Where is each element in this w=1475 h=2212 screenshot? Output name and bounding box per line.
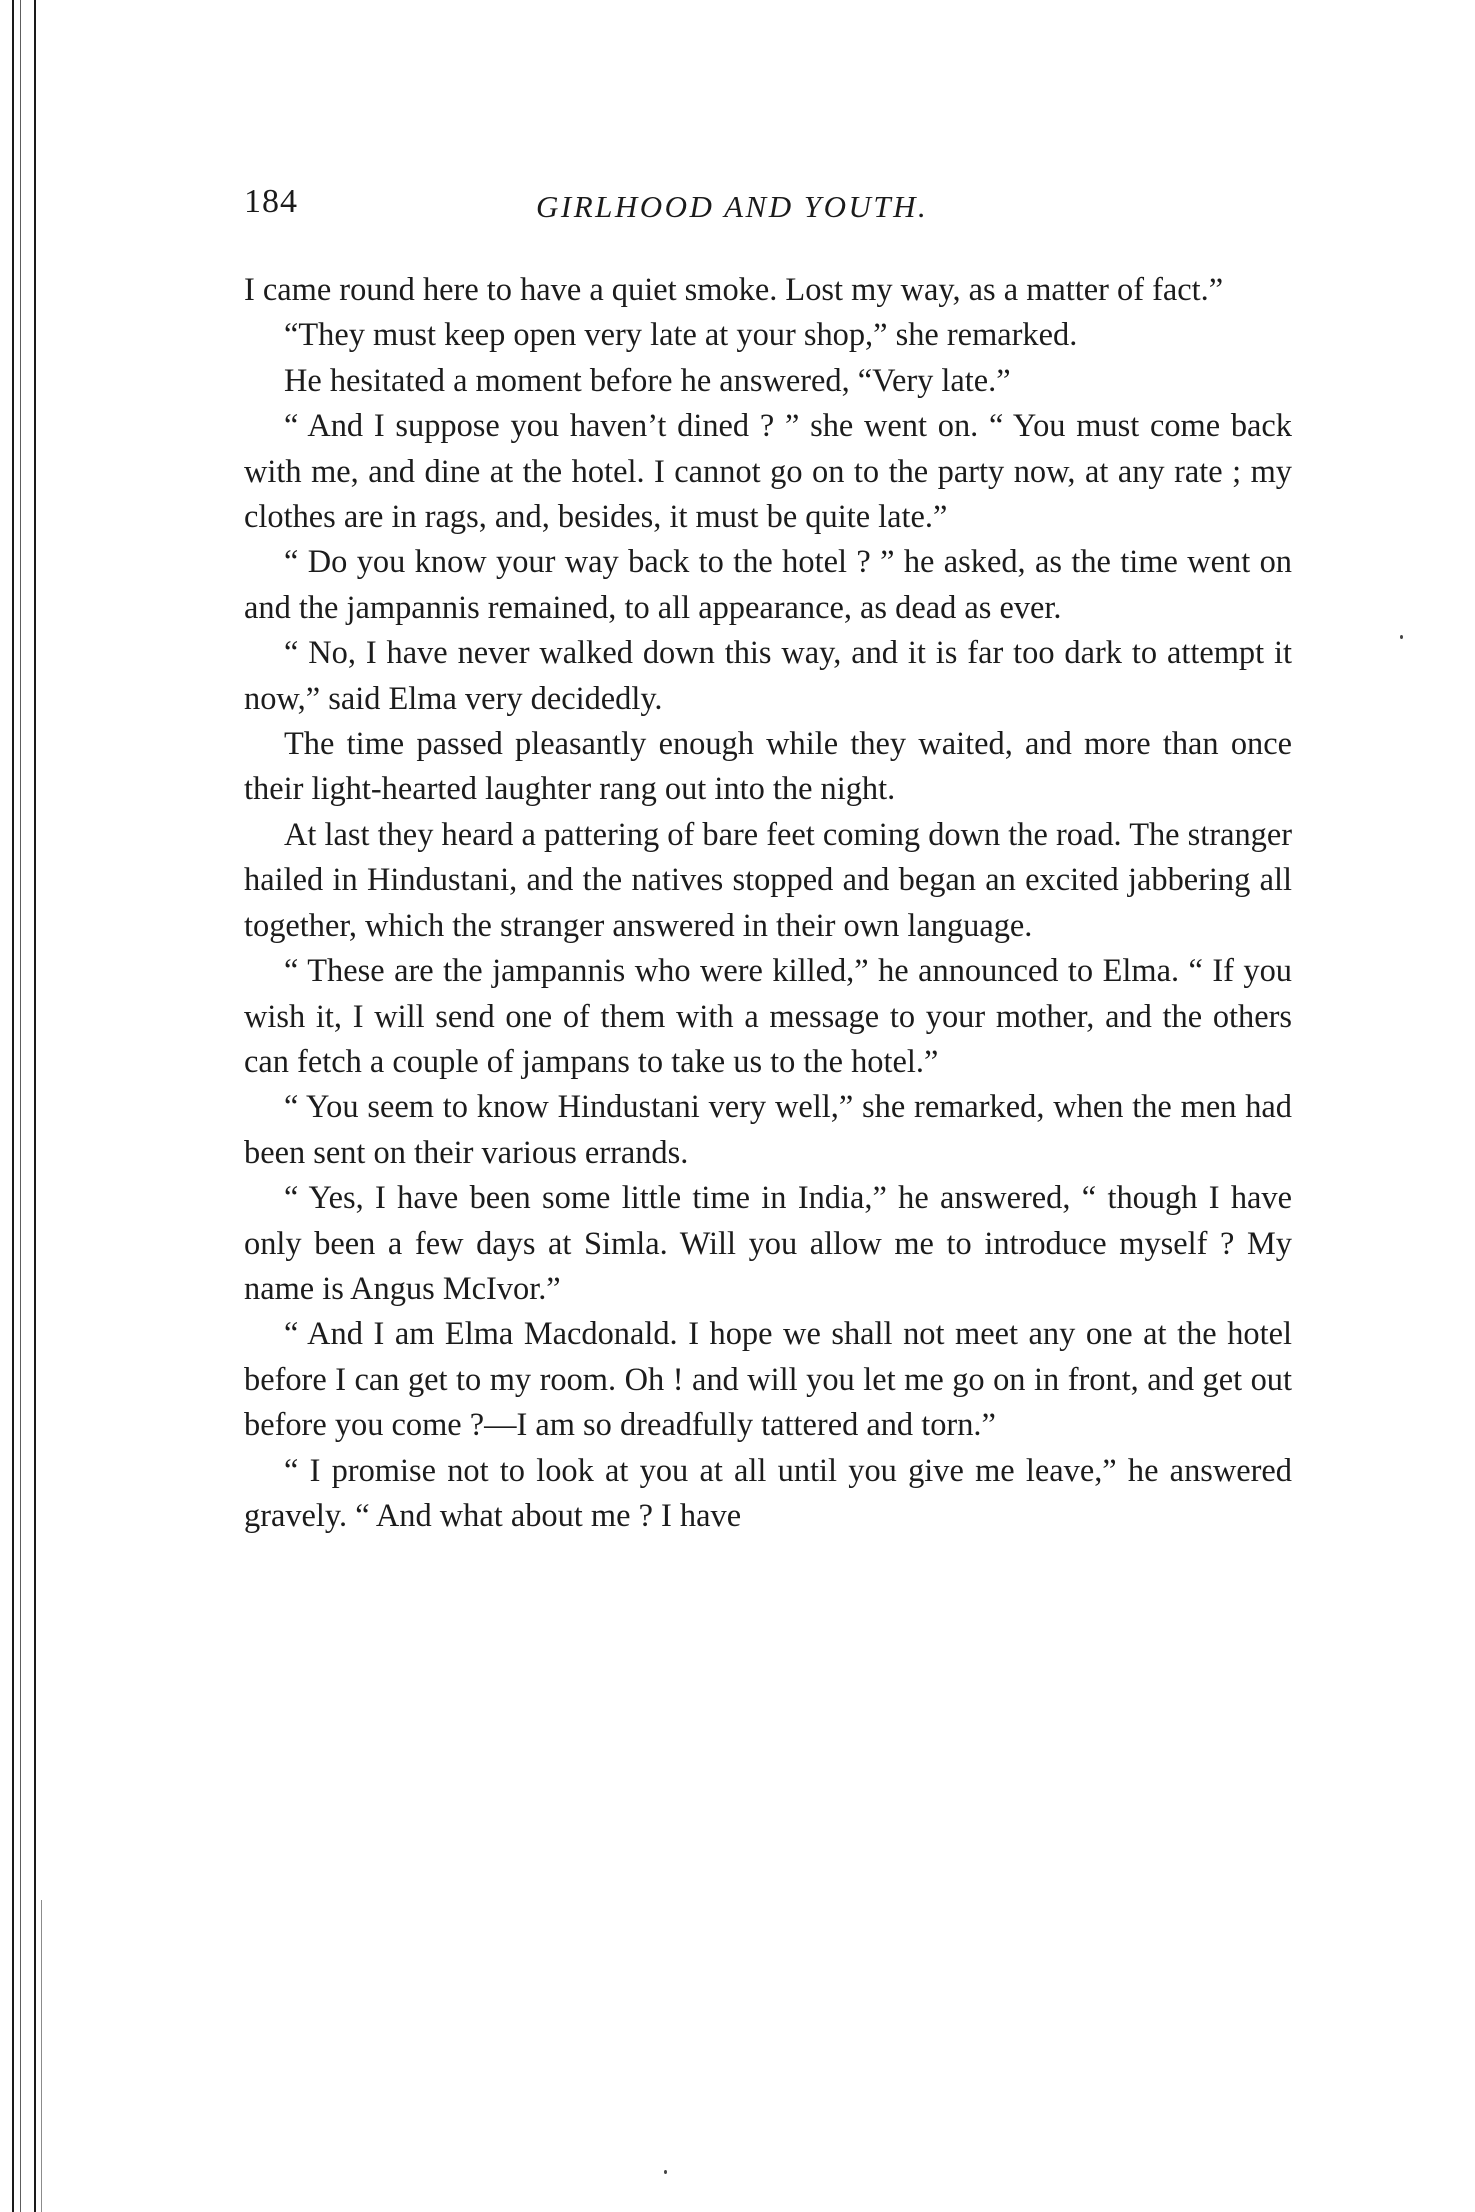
paragraph: “ You seem to know Hindustani very well,” she remarked, when the men had been sent on their various errands. bbox=[244, 1089, 1292, 1171]
paragraph: “They must keep open very late at your shop,” she remarked. bbox=[284, 317, 1078, 354]
paragraph: “ And I am Elma Macdonald. I hope we shall not meet any one at the hotel before I can get to my room. Oh ! and will you let me go on in front, and get out before you come ?—I am so dreadfully tattered and torn.” bbox=[244, 1316, 1292, 1444]
body-text bbox=[244, 268, 1292, 1539]
running-header bbox=[244, 183, 1292, 243]
paragraph: “ These are the jampannis who were killed,” he announced to Elma. “ If you wish it, I will send one of them with a message to your mother, and the others can fetch a couple of jampans to take us to the hotel.” bbox=[244, 953, 1292, 1080]
binding-edge-line bbox=[12, 0, 14, 2212]
binding-edge-line bbox=[20, 0, 21, 2212]
paragraph: The time passed pleasantly enough while they waited, and more than once their light-hearted laughter rang out into the night. bbox=[244, 726, 1292, 808]
paper-speck bbox=[664, 2170, 667, 2174]
paragraph: “ I promise not to look at you at all until you give me leave,” he answered gravely. “ And what about me ? I have bbox=[244, 1452, 1292, 1534]
paragraph: “ And I suppose you haven’t dined ? ” she went on. “ You must come back with me, and dine at the hotel. I cannot go on to the party now, at any rate ; my clothes are in rags, and, besides, it must be quite late.” bbox=[244, 408, 1292, 536]
paragraph: At last they heard a pattering of bare feet coming down the road. The stranger hailed in Hindustani, and the natives stopped and began an excited jabbering all together, which the stranger answered in their own language. bbox=[244, 816, 1292, 944]
paragraph: “ Yes, I have been some little time in India,” he answered, “ though I have only been a few days at Simla. Will you allow me to introduce myself ? My name is Angus McIvor.” bbox=[244, 1180, 1292, 1307]
binding-edge-line bbox=[41, 1900, 42, 2212]
binding-edge-line bbox=[34, 0, 36, 2212]
paper-speck bbox=[1400, 635, 1403, 639]
paragraph: I came round here to have a quiet smoke. Lost my way, as a matter of fact.” bbox=[244, 272, 1224, 308]
paragraph: “ Do you know your way back to the hotel ? ” he asked, as the time went on and the jampannis remained, to all appearance, as dead as ever. bbox=[244, 544, 1292, 626]
paragraph: He hesitated a moment before he answered, “Very late.” bbox=[284, 362, 1011, 399]
running-title: GIRLHOOD AND YOUTH. bbox=[536, 189, 929, 224]
page-number: 184 bbox=[244, 183, 298, 220]
paragraph: “ No, I have never walked down this way, and it is far too dark to attempt it now,” said Elma very decidedly. bbox=[244, 635, 1292, 717]
